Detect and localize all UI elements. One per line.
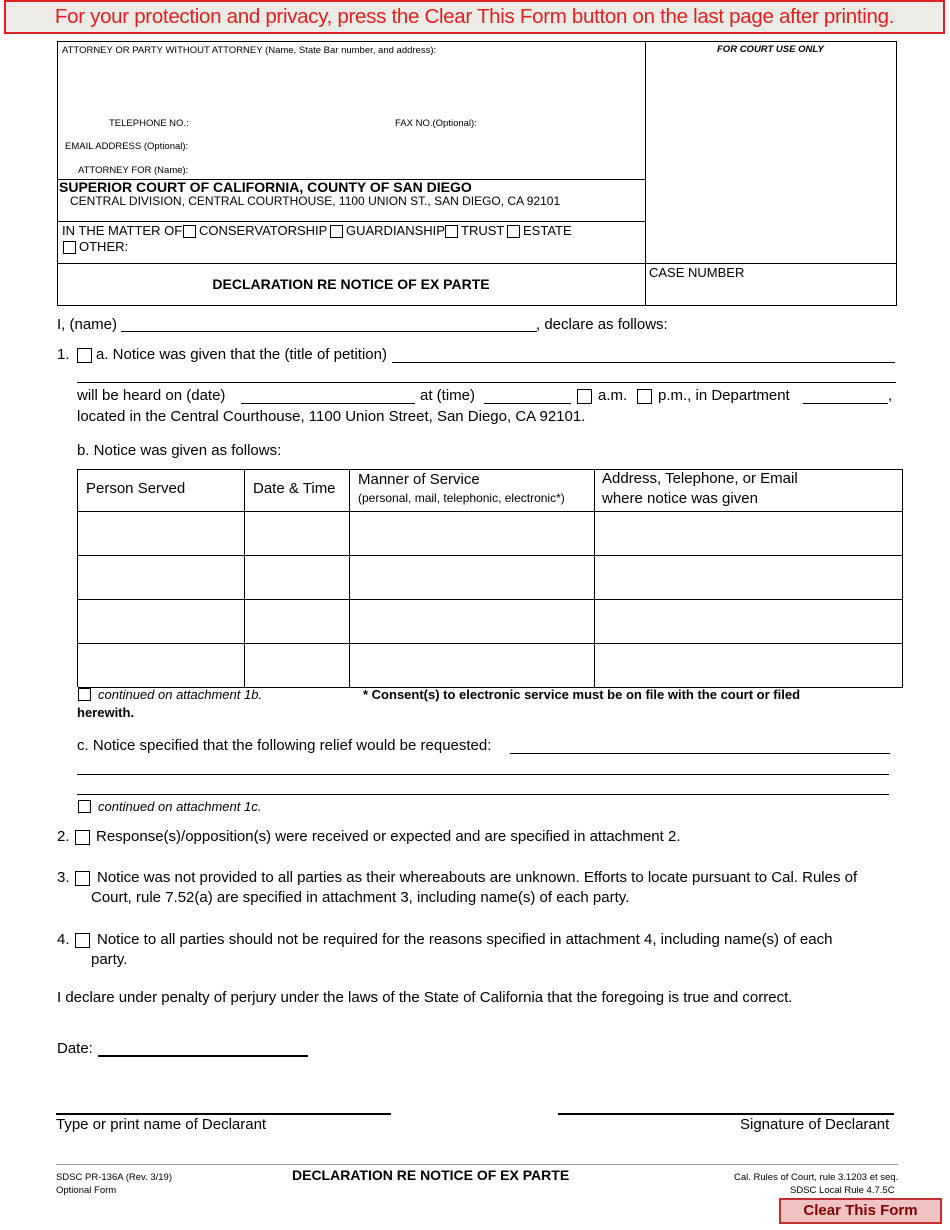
court-use-label: FOR COURT USE ONLY (717, 44, 824, 55)
item4-number: 4. (57, 931, 70, 948)
item1c-text: c. Notice specified that the following relief would be requested: (77, 737, 492, 754)
declarant-name-label: Type or print name of Declarant (56, 1116, 267, 1133)
item4-text-2: party. (91, 951, 128, 968)
item3-text-2: Court, rule 7.52(a) are specified in attachment 3, including name(s) of each party. (91, 889, 630, 906)
item4-text: Notice to all parties should not be required for the reasons specified in attachment 4, including name(s) of each (97, 931, 833, 948)
intro-suffix: , declare as follows: (536, 316, 668, 333)
table-row[interactable] (78, 600, 245, 644)
table-cell[interactable] (245, 512, 350, 556)
time-label: at (time) (420, 387, 476, 404)
table-row[interactable] (78, 512, 245, 556)
am-checkbox[interactable] (577, 389, 592, 404)
conservatorship-checkbox[interactable] (183, 225, 196, 238)
item3-number: 3. (57, 869, 70, 886)
continued-1b-label: continued on attachment 1b. (98, 687, 263, 702)
item1b-text: b. Notice was given as follows: (77, 442, 282, 459)
item3-checkbox[interactable] (75, 871, 90, 886)
pm-checkbox[interactable] (637, 389, 652, 404)
col-person-served: Person Served (86, 480, 186, 497)
table-cell[interactable] (595, 512, 903, 556)
table-cell[interactable] (245, 644, 350, 688)
guardianship-checkbox[interactable] (330, 225, 343, 238)
petition-title-field[interactable] (392, 362, 895, 363)
item1a-checkbox[interactable] (77, 348, 92, 363)
guardianship-label: GUARDIANSHIP (346, 223, 445, 238)
item1a-text: a. Notice was given that the (title of petition) (96, 346, 387, 363)
other-checkbox[interactable] (63, 241, 76, 254)
consent-note: * Consent(s) to electronic service must be on file with the court or filed (363, 687, 801, 702)
table-cell[interactable] (350, 556, 595, 600)
relief-field-3[interactable] (77, 794, 889, 795)
item2-number: 2. (57, 828, 70, 845)
petition-title-field-2[interactable] (77, 382, 896, 383)
hearing-time-field[interactable] (484, 403, 571, 404)
intro-prefix: I, (name) (57, 316, 118, 333)
table-cell[interactable] (350, 512, 595, 556)
comma: , (888, 387, 893, 404)
signature-label: Signature of Declarant (740, 1116, 890, 1133)
location-text: located in the Central Courthouse, 1100 Union Street, San Diego, CA 92101. (77, 408, 586, 425)
footer-form-id: SDSC PR-136A (Rev. 3/19) (56, 1172, 172, 1183)
signature-field[interactable] (558, 1113, 894, 1115)
table-cell[interactable] (245, 600, 350, 644)
email-label: EMAIL ADDRESS (Optional): (65, 141, 189, 152)
court-name: SUPERIOR COURT OF CALIFORNIA, COUNTY OF SAN DIEGO (59, 179, 472, 195)
other-label: OTHER: (79, 239, 129, 254)
declarant-print-name-field[interactable] (56, 1113, 391, 1115)
estate-checkbox[interactable] (507, 225, 520, 238)
item4-checkbox[interactable] (75, 933, 90, 948)
form-title: DECLARATION RE NOTICE OF EX PARTE (212, 276, 490, 292)
footer-rule-2: SDSC Local Rule 4.7.5C (790, 1185, 895, 1196)
heard-label: will be heard on (date) (77, 387, 226, 404)
table-cell[interactable] (245, 556, 350, 600)
item2-text: Response(s)/opposition(s) were received or expected and are specified in attachment 2. (96, 828, 681, 845)
trust-checkbox[interactable] (445, 225, 458, 238)
col-address: Address, Telephone, or Email (602, 470, 798, 487)
col-date-time: Date & Time (253, 480, 336, 497)
table-cell[interactable] (350, 644, 595, 688)
consent-note-2: herewith. (77, 705, 135, 720)
hearing-date-field[interactable] (241, 403, 415, 404)
department-field[interactable] (803, 403, 888, 404)
trust-label: TRUST (461, 223, 505, 238)
item3-text: Notice was not provided to all parties as their whereabouts are unknown. Efforts to locate pursuant to Cal. Rules of (97, 869, 858, 886)
date-field[interactable] (98, 1055, 308, 1057)
conservatorship-label: CONSERVATORSHIP (199, 223, 328, 238)
table-cell[interactable] (595, 644, 903, 688)
table-row[interactable] (78, 556, 245, 600)
declarant-name-field[interactable] (121, 331, 537, 332)
continued-1c-checkbox[interactable] (78, 800, 91, 813)
table-cell[interactable] (595, 600, 903, 644)
table-row[interactable] (78, 644, 245, 688)
continued-1b-checkbox[interactable] (78, 688, 91, 701)
table-cell[interactable] (350, 600, 595, 644)
item2-checkbox[interactable] (75, 830, 90, 845)
attorney-label: ATTORNEY OR PARTY WITHOUT ATTORNEY (Name, State Bar number, and address): (62, 45, 437, 56)
continued-1c-label: continued on attachment 1c. (98, 799, 262, 814)
col-address-sub: where notice was given (602, 490, 758, 507)
footer-title: DECLARATION RE NOTICE OF EX PARTE (292, 1167, 570, 1183)
clear-form-button[interactable]: Clear This Form (779, 1198, 942, 1224)
relief-field-2[interactable] (77, 774, 889, 775)
telephone-label: TELEPHONE NO.: (109, 118, 189, 129)
relief-field-1[interactable] (510, 753, 890, 754)
service-table (77, 469, 903, 687)
table-cell[interactable] (595, 556, 903, 600)
court-address: CENTRAL DIVISION, CENTRAL COURTHOUSE, 1100 UNION ST., SAN DIEGO, CA 92101 (70, 194, 561, 208)
am-label: a.m. (598, 387, 628, 404)
estate-label: ESTATE (523, 223, 572, 238)
declaration-text: I declare under penalty of perjury under the laws of the State of California that the foregoing is true and correct. (57, 989, 793, 1006)
col-manner-sub: (personal, mail, telephonic, electronic*) (358, 491, 565, 505)
footer-rule-1: Cal. Rules of Court, rule 3.1203 et seq. (734, 1172, 899, 1183)
item1-number: 1. (57, 346, 70, 363)
matter-label: IN THE MATTER OF (62, 223, 183, 238)
privacy-banner: For your protection and privacy, press the Clear This Form button on the last page after printing. (4, 0, 945, 34)
col-manner: Manner of Service (358, 471, 480, 488)
date-label: Date: (57, 1040, 93, 1057)
case-number-label: CASE NUMBER (649, 265, 745, 280)
fax-label: FAX NO.(Optional): (395, 118, 477, 129)
pm-label: p.m., in Department (658, 387, 790, 404)
footer-form-type: Optional Form (56, 1185, 117, 1196)
attorney-for-label: ATTORNEY FOR (Name): (78, 165, 189, 176)
